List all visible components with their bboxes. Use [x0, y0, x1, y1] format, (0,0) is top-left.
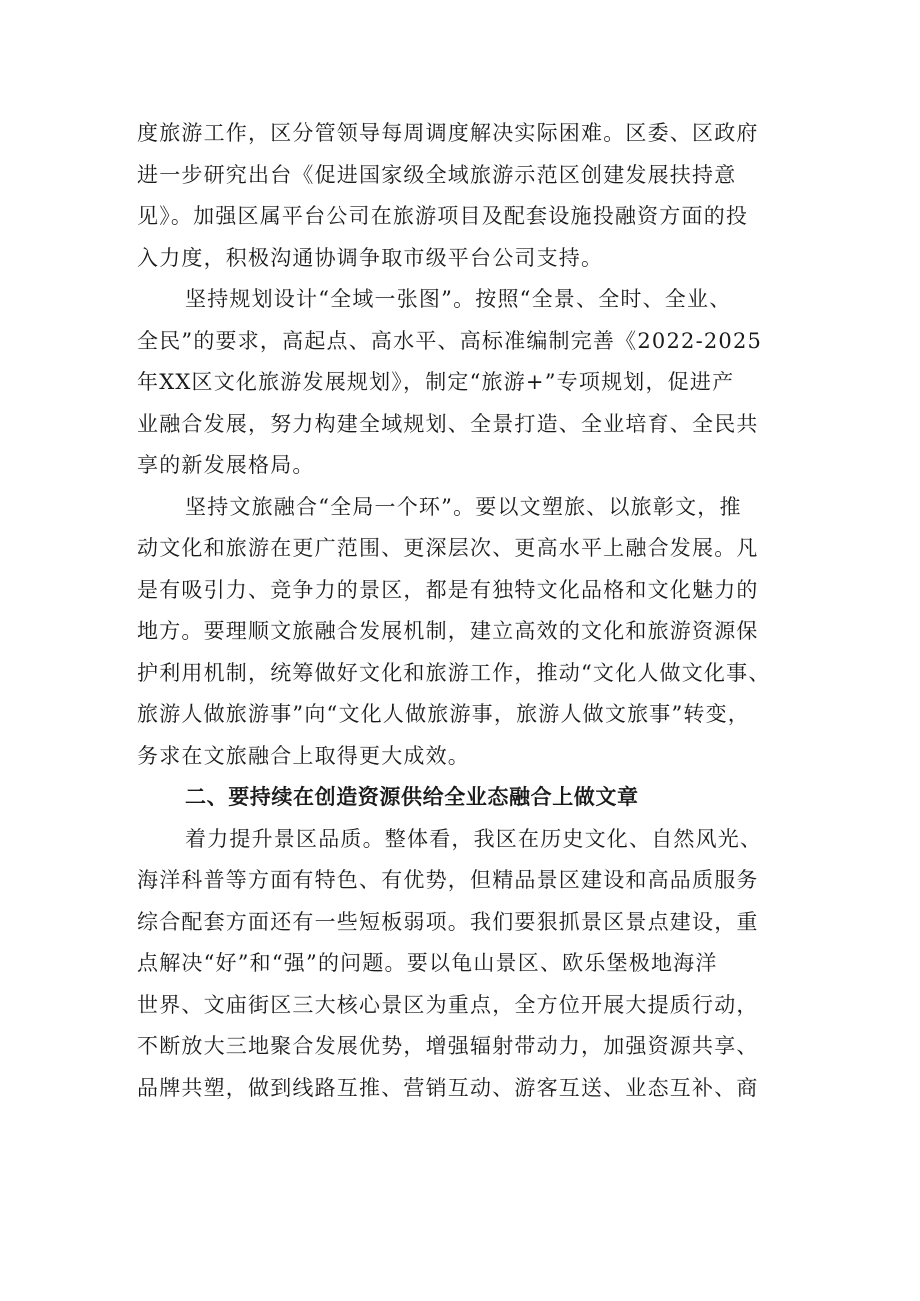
text-line: 海洋科普等方面有特色、有优势，但精品景区建设和高品质服务 [137, 868, 759, 892]
text-line: 着力提升景区品质。整体看，我区在历史文化、自然风光、 [185, 826, 763, 851]
text-line: 地方。要理顺文旅融合发展机制，建立高效的文化和旅游资源保 [137, 619, 759, 643]
text-line: 护利用机制，统筹做好文化和旅游工作，推动“文化人做文化事、 [137, 660, 771, 685]
document-body [137, 113, 797, 1109]
text-line: 品牌共塑，做到线路互推、营销互动、游客互送、业态互补、商 [137, 1075, 759, 1100]
paragraph-scenic-quality [137, 819, 797, 1110]
text-line: 务求在文旅融合上取得更大成效。 [137, 743, 470, 768]
text-line: 动文化和旅游在更广范围、更深层次、更高水平上融合发展。凡 [137, 536, 759, 560]
text-line: 是有吸引力、竞争力的景区，都是有独特文化品格和文化魅力的 [137, 577, 759, 602]
text-line: 业融合发展，努力构建全域规划、全景打造、全业培育、全民共 [137, 411, 759, 436]
section-heading: 二、要持续在创造资源供给全业态融合上做文章 [185, 785, 639, 809]
paragraph-planning [137, 279, 797, 487]
text-line: 综合配套方面还有一些短板弱项。我们要狠抓景区景点建设，重 [137, 909, 759, 934]
text-line: 见》。加强区属平台公司在旅游项目及配套设施投融资方面的投 [137, 204, 749, 228]
text-line: 年XX区文化旅游发展规划》，制定“旅游+”专项规划，促进产 [137, 370, 735, 394]
text-line: 旅游人做旅游事”向“文化人做旅游事，旅游人做文旅事”转变， [137, 702, 751, 726]
text-line: 坚持文旅融合“全局一个环”。要以文塑旅、以旅彰文，推 [185, 494, 742, 519]
text-line: 全民”的要求，高起点、高水平、高标准编制完善《2022-2025 [137, 328, 763, 353]
text-line: 入力度，积极沟通协调争取市级平台公司支持。 [137, 245, 604, 270]
text-line: 世界、文庙街区三大核心景区为重点，全方位开展大提质行动， [137, 992, 759, 1017]
text-line: 坚持规划设计“全域一张图”。按照“全景、全时、全业、 [185, 287, 732, 311]
text-line: 享的新发展格局。 [137, 453, 315, 477]
paragraph-integration [137, 487, 797, 778]
text-line: 度旅游工作，区分管领导每周调度解决实际困难。区委、区政府 [137, 121, 759, 145]
text-line: 不断放大三地聚合发展优势，增强辐射带动力，加强资源共享、 [137, 1034, 759, 1058]
text-line: 进一步研究出台《促进国家级全域旅游示范区创建发展扶持意 [137, 162, 737, 187]
text-line: 点解决“好”和“强”的问题。要以龟山景区、欧乐堡极地海洋 [137, 951, 718, 975]
paragraph-continuation [137, 113, 797, 279]
